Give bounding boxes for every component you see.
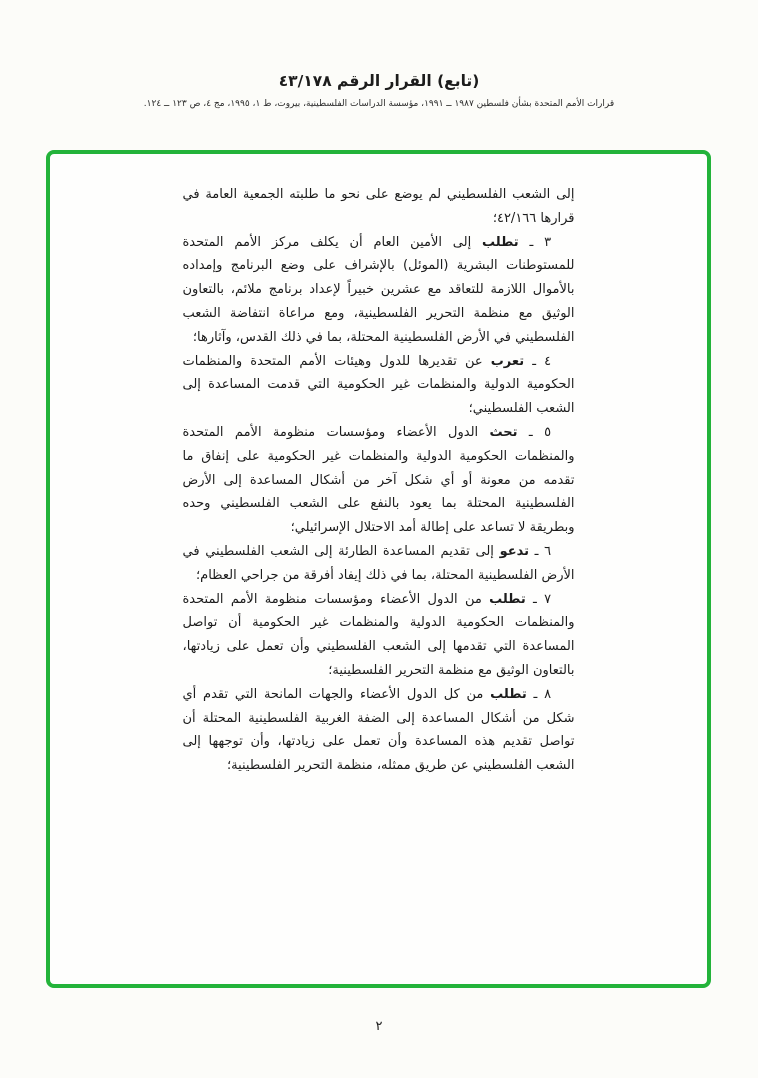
paragraph-text: من كل الدول الأعضاء والجهات المانحة التي تقدم أي شكل من أشكال المساعدة إلى الضفة الغربية الفلسطينية المحتلة أن تواصل تقديم هذه المساعدة وأن تعمل على زيادتها، وأن توجهها إلى الشعب الفلسطيني عن طريق ممثله، منظمة التحرير الفلسطينية؛: [182, 686, 575, 774]
paragraph-number: ٦ ـ: [534, 543, 552, 559]
paragraph-number: ٨ ـ: [533, 686, 552, 702]
paragraph-text: إلى الشعب الفلسطيني لم يوضع على نحو ما طلبته الجمعية العامة في قرارها ٤٢/١٦٦؛: [182, 187, 575, 226]
paragraph-number: ٣ ـ: [529, 234, 552, 250]
paragraph-4: [183, 350, 575, 421]
paragraph-6: [183, 540, 575, 588]
paragraph-number: ٤ ـ: [532, 353, 552, 369]
paragraph-verb: تدعو: [499, 543, 529, 559]
resolution-title: (تابع) القرار الرقم ٤٣/١٧٨: [278, 72, 480, 90]
paragraph-number: ٥ ـ: [528, 424, 552, 440]
paragraph-verb: تعرب: [490, 353, 525, 369]
paragraph-3: [183, 231, 575, 350]
paragraph-5: [183, 421, 575, 540]
page-number: ٢: [375, 1019, 383, 1034]
green-frame: [46, 150, 711, 988]
resolution-text: [183, 154, 575, 778]
page-footer: [0, 1019, 758, 1034]
paragraph-verb: تطلب: [490, 686, 527, 702]
paragraph-7: [183, 588, 575, 683]
paragraph-text: الدول الأعضاء ومؤسسات منظومة الأمم المتحدة والمنظمات الحكومية الدولية والمنظمات غير الحكومية على إنفاق ما تقدمه من معونة أو أي شكل آخر من أشكال المساعدة إلى الأرض الفلسطينية المحتلة بما يعود بالنفع على الشعب الفلسطيني وحده وبطريقة لا تساعد على إطالة أمد الاحتلال الإسرائيلي؛: [182, 424, 575, 536]
source-citation: قرارات الأمم المتحدة بشأن فلسطين ١٩٨٧ ــ ١٩٩١، مؤسسة الدراسات الفلسطينية، بيروت، ط ١، ١٩٩٥، مج ٤، ص ١٢٣ ــ ١٢٤.: [143, 99, 615, 109]
paragraph-verb: تطلب: [482, 234, 519, 250]
page-header: [0, 72, 758, 109]
paragraph-verb: تطلب: [489, 591, 526, 607]
paragraph-8: [183, 683, 575, 778]
paragraph-text: من الدول الأعضاء ومؤسسات منظومة الأمم المتحدة والمنظمات الحكومية الدولية والمنظمات غير الحكومية أن تواصل المساعدة التي تقدمها إلى الشعب الفلسطيني وأن تعمل على زيادتها، بالتعاون الوثيق مع منظمة التحرير الفلسطينية؛: [182, 591, 575, 678]
paragraph-number: ٧ ـ: [533, 591, 552, 607]
paragraph-continuation: [183, 183, 575, 231]
paragraph-text: إلى الأمين العام أن يكلف مركز الأمم المتحدة للمستوطنات البشرية (الموئل) بالإشراف على وضع البرنامج وإمداده بالأموال اللازمة للتعاقد مع عشرين خبيراً لإعداد برنامج ملائم، بالتعاون الوثيق مع منظمة التحرير الفلسطينية، ومع مراعاة انتفاضة الشعب الفلسطيني في الأرض الفلسطينية المحتلة، بما في ذلك القدس، وآثارها؛: [182, 234, 575, 345]
paragraph-verb: تحث: [489, 424, 518, 440]
paragraph-text: عن تقديرها للدول وهيئات الأمم المتحدة والمنظمات الحكومية الدولية والمنظمات غير الحكومية التي قدمت المساعدة إلى الشعب الفلسطيني؛: [182, 353, 575, 417]
paragraph-text: إلى تقديم المساعدة الطارئة إلى الشعب الفلسطيني في الأرض الفلسطينية المحتلة، بما في ذلك إيفاد أفرقة من جراحي العظام؛: [182, 543, 575, 583]
